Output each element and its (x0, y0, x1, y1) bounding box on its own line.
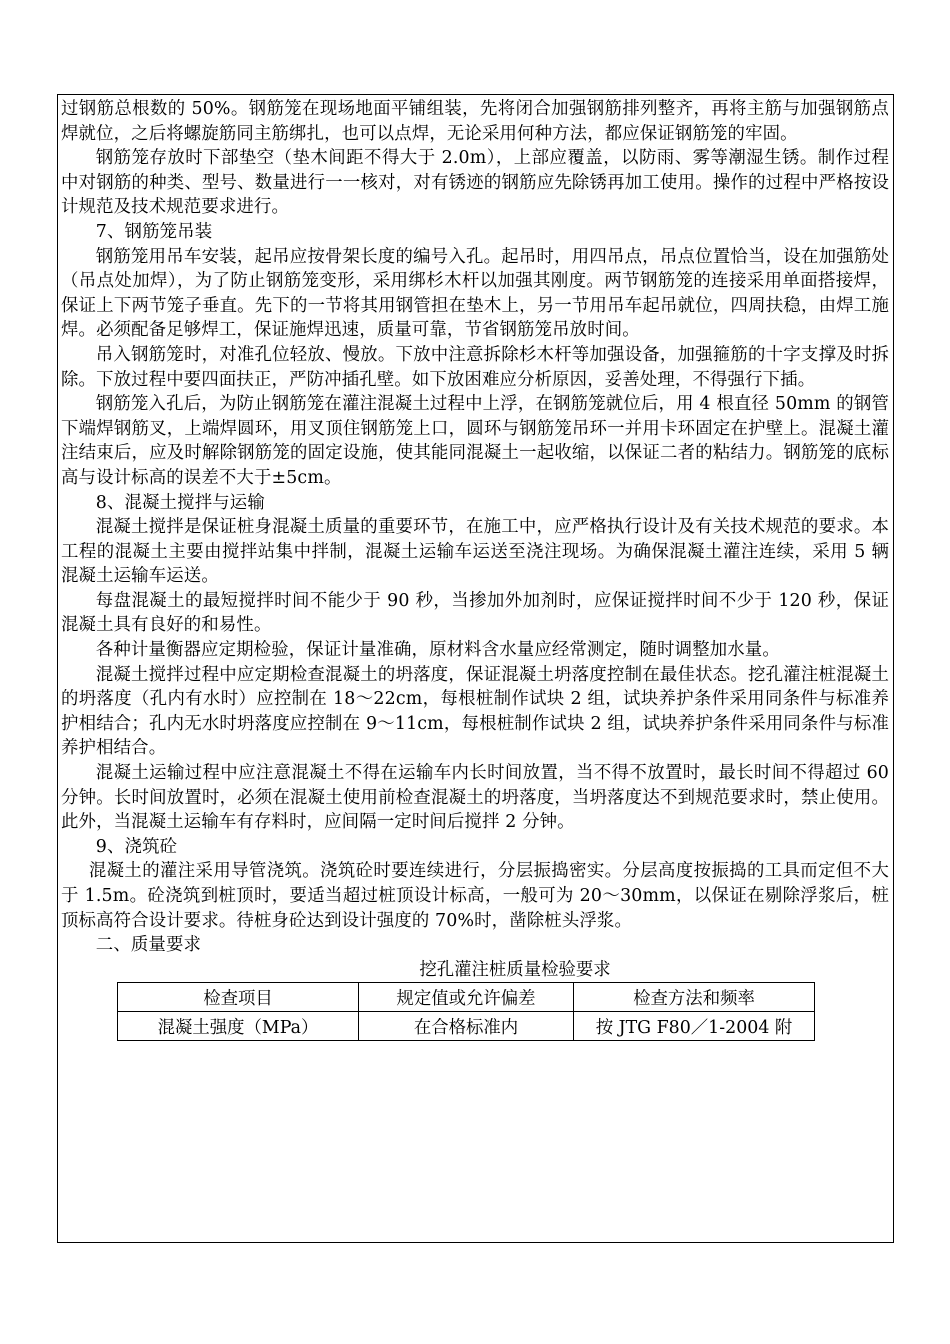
table-header-cell: 检查方法和频率 (574, 982, 815, 1011)
paragraph: 钢筋笼存放时下部垫空（垫木间距不得大于 2.0m），上部应覆盖，以防雨、雾等潮湿生锈。制作过程中对钢筋的种类、型号、数量进行一一核对，对有锈迹的钢筋应先除锈再加工使用。操作的过程中严格按设计规范及技术规范要求进行。 (61, 148, 889, 218)
paragraph: 各种计量衡器应定期检验，保证计量准确，原材料含水量应经常测定，随时调整加水量。 (95, 640, 780, 661)
paragraph: 混凝土的灌注采用导管浇筑。浇筑砼时要连续进行，分层振捣密实。分层高度按振捣的工具而定但不大于 1.5m。砼浇筑到桩顶时，要适当超过桩顶设计标高，一般可为 20～30mm，以保证在剔除浮浆后，桩顶标高符合设计要求。待桩身砼达到设计强度的 70%时，凿除桩头浮浆。 (61, 861, 889, 931)
table-header-cell: 规定值或允许偏差 (359, 982, 574, 1011)
document-body (61, 97, 889, 1041)
table-cell: 在合格标准内 (359, 1011, 574, 1040)
table-header-row (118, 982, 815, 1011)
section-heading: 9、浇筑砼 (95, 836, 178, 857)
table-header-cell: 检查项目 (118, 982, 359, 1011)
section-heading: 8、混凝土搅拌与运输 (95, 492, 265, 513)
paragraph: 混凝土搅拌过程中应定期检查混凝土的坍落度，保证混凝土坍落度控制在最佳状态。挖孔灌注桩混凝土的坍落度（孔内有水时）应控制在 18～22cm，每根桩制作试块 2 组，试块养护条件采用同条件与标准养护相结合；孔内无水时坍落度应控制在 9～11cm，每根桩制作试块 2 组，试块养护条件采用同条件与标准养护相结合。 (61, 664, 889, 759)
paragraph: 过钢筋总根数的 50%。钢筋笼在现场地面平铺组装，先将闭合加强钢筋排列整齐，再将主筋与加强钢筋点焊就位，之后将螺旋筋同主筋绑扎，也可以点焊，无论采用何种方法，都应保证钢筋笼的牢固。 (61, 99, 889, 144)
table-cell: 混凝土强度（MPa） (118, 1011, 359, 1040)
section-heading: 7、钢筋笼吊装 (95, 221, 213, 242)
table-row (118, 1011, 815, 1040)
paragraph: 混凝土搅拌是保证桩身混凝土质量的重要环节，在施工中，应严格执行设计及有关技术规范的要求。本工程的混凝土主要由搅拌站集中拌制，混凝土运输车运送至浇注现场。为确保混凝土灌注连续，采用 5 辆混凝土运输车运送。 (61, 517, 889, 587)
paragraph: 钢筋笼用吊车安装，起吊应按骨架长度的编号入孔。起吊时，用四吊点，吊点位置恰当，设在加强筋处（吊点处加焊），为了防止钢筋笼变形，采用绑杉木杆以加强其刚度。两节钢筋笼的连接采用单面搭接焊，保证上下两节笼子垂直。先下的一节将其用钢管担在垫木上，另一节用吊车起吊就位，四周扶稳，由焊工施焊。必须配备足够焊工，保证施焊迅速，质量可靠，节省钢筋笼吊放时间。 (61, 246, 889, 341)
paragraph: 钢筋笼入孔后，为防止钢筋笼在灌注混凝土过程中上浮，在钢筋笼就位后，用 4 根直径 50mm 的钢管下端焊钢筋叉，上端焊圆环，用叉顶住钢筋笼上口，圆环与钢筋笼吊环一并用卡环固定在护壁上。混凝土灌注结束后，应及时解除钢筋笼的固定设施，使其能同混凝土一起收缩，以保证二者的粘结力。钢筋笼的底标高与设计标高的误差不大于±5cm。 (61, 394, 889, 488)
table-title: 挖孔灌注桩质量检验要求 (419, 959, 611, 980)
table-cell: 按 JTG F80／1-2004 附 (574, 1011, 815, 1040)
section-heading: 二、质量要求 (95, 935, 202, 956)
paragraph: 吊入钢筋笼时，对准孔位轻放、慢放。下放中注意拆除杉木杆等加强设备，加强箍筋的十字支撑及时拆除。下放过程中要四面扶正，严防冲插孔壁。如下放困难应分析原因，妥善处理，不得强行下插。 (61, 344, 889, 390)
paragraph: 混凝土运输过程中应注意混凝土不得在运输车内长时间放置，当不得不放置时，最长时间不得超过 60 分钟。长时间放置时，必须在混凝土使用前检查混凝土的坍落度，当坍落度达不到规范要求时，禁止使用。此外，当混凝土运输车有存料时，应间隔一定时间后搅拌 2 分钟。 (61, 763, 889, 833)
paragraph: 每盘混凝土的最短搅拌时间不能少于 90 秒，当掺加外加剂时，应保证搅拌时间不少于 120 秒，保证混凝土具有良好的和易性。 (61, 590, 889, 636)
quality-table (117, 982, 815, 1041)
